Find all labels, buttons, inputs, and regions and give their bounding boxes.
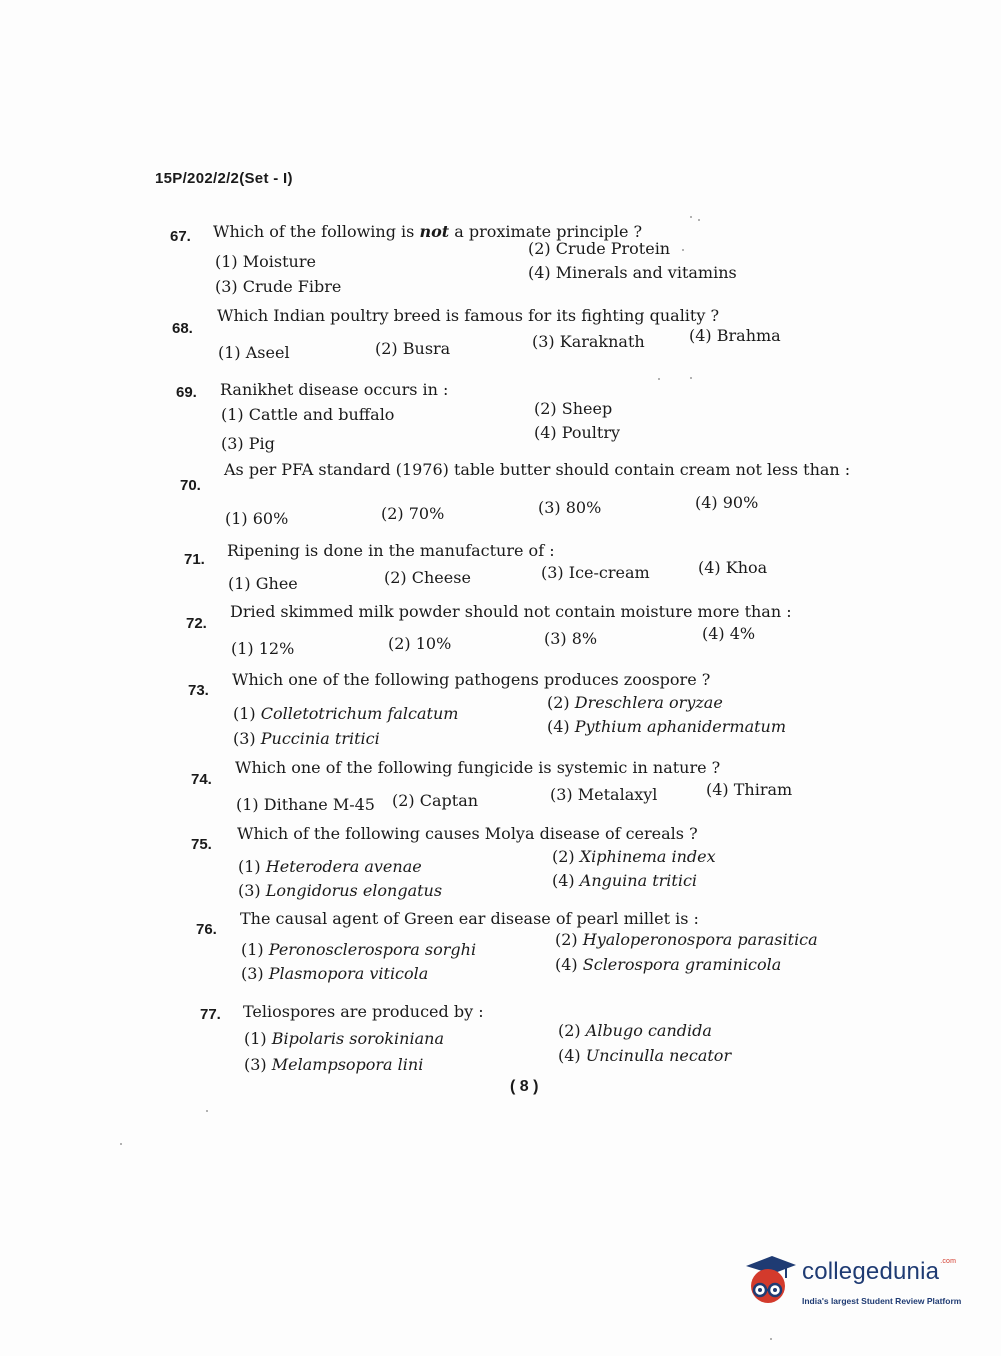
option-3: (3) Crude Fibre xyxy=(215,277,342,296)
page-number: ( 8 ) xyxy=(510,1078,539,1095)
question-number: 72. xyxy=(186,615,207,632)
scan-speck xyxy=(690,216,692,218)
question-stem: As per PFA standard (1976) table butter should contain cream not less than : xyxy=(224,460,851,479)
question-number: 75. xyxy=(191,836,212,853)
scan-speck xyxy=(658,378,660,380)
question-number: 69. xyxy=(176,384,197,401)
option-1: (1) Bipolaris sorokiniana xyxy=(244,1029,444,1048)
option-3: (3) Longidorus elongatus xyxy=(238,881,443,900)
scan-speck xyxy=(698,219,700,221)
scan-speck xyxy=(690,377,692,379)
option-4: (4) Uncinulla necator xyxy=(558,1046,732,1065)
option-2: (2) Dreschlera oryzae xyxy=(547,693,723,712)
scan-speck xyxy=(206,1110,208,1112)
option-3: (3) Metalaxyl xyxy=(550,785,658,804)
question-stem: Which one of the following fungicide is systemic in nature ? xyxy=(235,758,721,777)
option-2: (2) Busra xyxy=(375,339,451,358)
option-1: (1) Ghee xyxy=(228,574,298,593)
option-2: (2) Captan xyxy=(392,791,479,810)
question-stem: Which Indian poultry breed is famous for its fighting quality ? xyxy=(217,306,720,325)
option-2: (2) 10% xyxy=(388,634,452,653)
option-4: (4) 4% xyxy=(702,624,756,643)
question-stem: Which one of the following pathogens produces zoospore ? xyxy=(232,670,711,689)
option-4: (4) Anguina tritici xyxy=(552,871,698,890)
option-4: (4) Minerals and vitamins xyxy=(528,263,737,282)
option-1: (1) Heterodera avenae xyxy=(238,857,422,876)
option-2: (2) Albugo candida xyxy=(558,1021,712,1040)
question-number: 74. xyxy=(191,771,212,788)
option-2: (2) 70% xyxy=(381,504,445,523)
option-1: (1) Peronosclerospora sorghi xyxy=(241,940,477,959)
scan-speck xyxy=(120,1143,122,1145)
option-2: (2) Xiphinema index xyxy=(552,847,716,866)
collegedunia-logo-icon xyxy=(742,1252,798,1308)
scan-speck xyxy=(770,1338,772,1340)
option-3: (3) Ice-cream xyxy=(541,563,650,582)
option-4: (4) Pythium aphanidermatum xyxy=(547,717,787,736)
question-stem: The causal agent of Green ear disease of pearl millet is : xyxy=(240,909,699,928)
option-1: (1) Moisture xyxy=(215,252,316,271)
option-3: (3) Puccinia tritici xyxy=(233,729,380,748)
question-number: 77. xyxy=(200,1006,221,1023)
question-number: 70. xyxy=(180,477,201,494)
option-1: (1) Dithane M-45 xyxy=(236,795,375,814)
scan-speck xyxy=(682,249,684,251)
option-4: (4) Brahma xyxy=(689,326,781,345)
question-stem: Which of the following is not a proximate principle ? xyxy=(213,222,643,241)
option-1: (1) Cattle and buffalo xyxy=(221,405,395,424)
question-number: 68. xyxy=(172,320,193,337)
question-stem: Ripening is done in the manufacture of : xyxy=(227,541,555,560)
brand-tagline: India's largest Student Review Platform xyxy=(802,1296,962,1306)
collegedunia-watermark xyxy=(742,1252,972,1314)
question-stem: Ranikhet disease occurs in : xyxy=(220,380,449,399)
paper-code: 15P/202/2/2(Set - I) xyxy=(155,170,293,187)
option-1: (1) 60% xyxy=(225,509,289,528)
option-1: (1) Colletotrichum falcatum xyxy=(233,704,459,723)
option-3: (3) Pig xyxy=(221,434,275,453)
question-number: 71. xyxy=(184,551,205,568)
question-number: 76. xyxy=(196,921,217,938)
question-number: 73. xyxy=(188,682,209,699)
question-stem: Dried skimmed milk powder should not contain moisture more than : xyxy=(230,602,792,621)
option-3: (3) Karaknath xyxy=(532,332,645,351)
option-4: (4) 90% xyxy=(695,493,759,512)
option-4: (4) Sclerospora graminicola xyxy=(555,955,782,974)
option-3: (3) 8% xyxy=(544,629,598,648)
brand-name: collegedunia$^{.com}$ xyxy=(802,1258,957,1285)
option-1: (1) Aseel xyxy=(218,343,290,362)
option-2: (2) Cheese xyxy=(384,568,471,587)
option-3: (3) Plasmopora viticola xyxy=(241,964,429,983)
question-stem: Teliospores are produced by : xyxy=(243,1002,484,1021)
option-4: (4) Poultry xyxy=(534,423,621,442)
option-1: (1) 12% xyxy=(231,639,295,658)
option-4: (4) Khoa xyxy=(698,558,768,577)
option-2: (2) Hyaloperonospora parasitica xyxy=(555,930,818,949)
option-2: (2) Crude Protein xyxy=(528,239,671,258)
option-3: (3) Melampsopora lini xyxy=(244,1055,424,1074)
option-4: (4) Thiram xyxy=(706,780,793,799)
option-3: (3) 80% xyxy=(538,498,602,517)
question-number: 67. xyxy=(170,228,191,245)
question-stem: Which of the following causes Molya disease of cereals ? xyxy=(237,824,698,843)
option-2: (2) Sheep xyxy=(534,399,613,418)
